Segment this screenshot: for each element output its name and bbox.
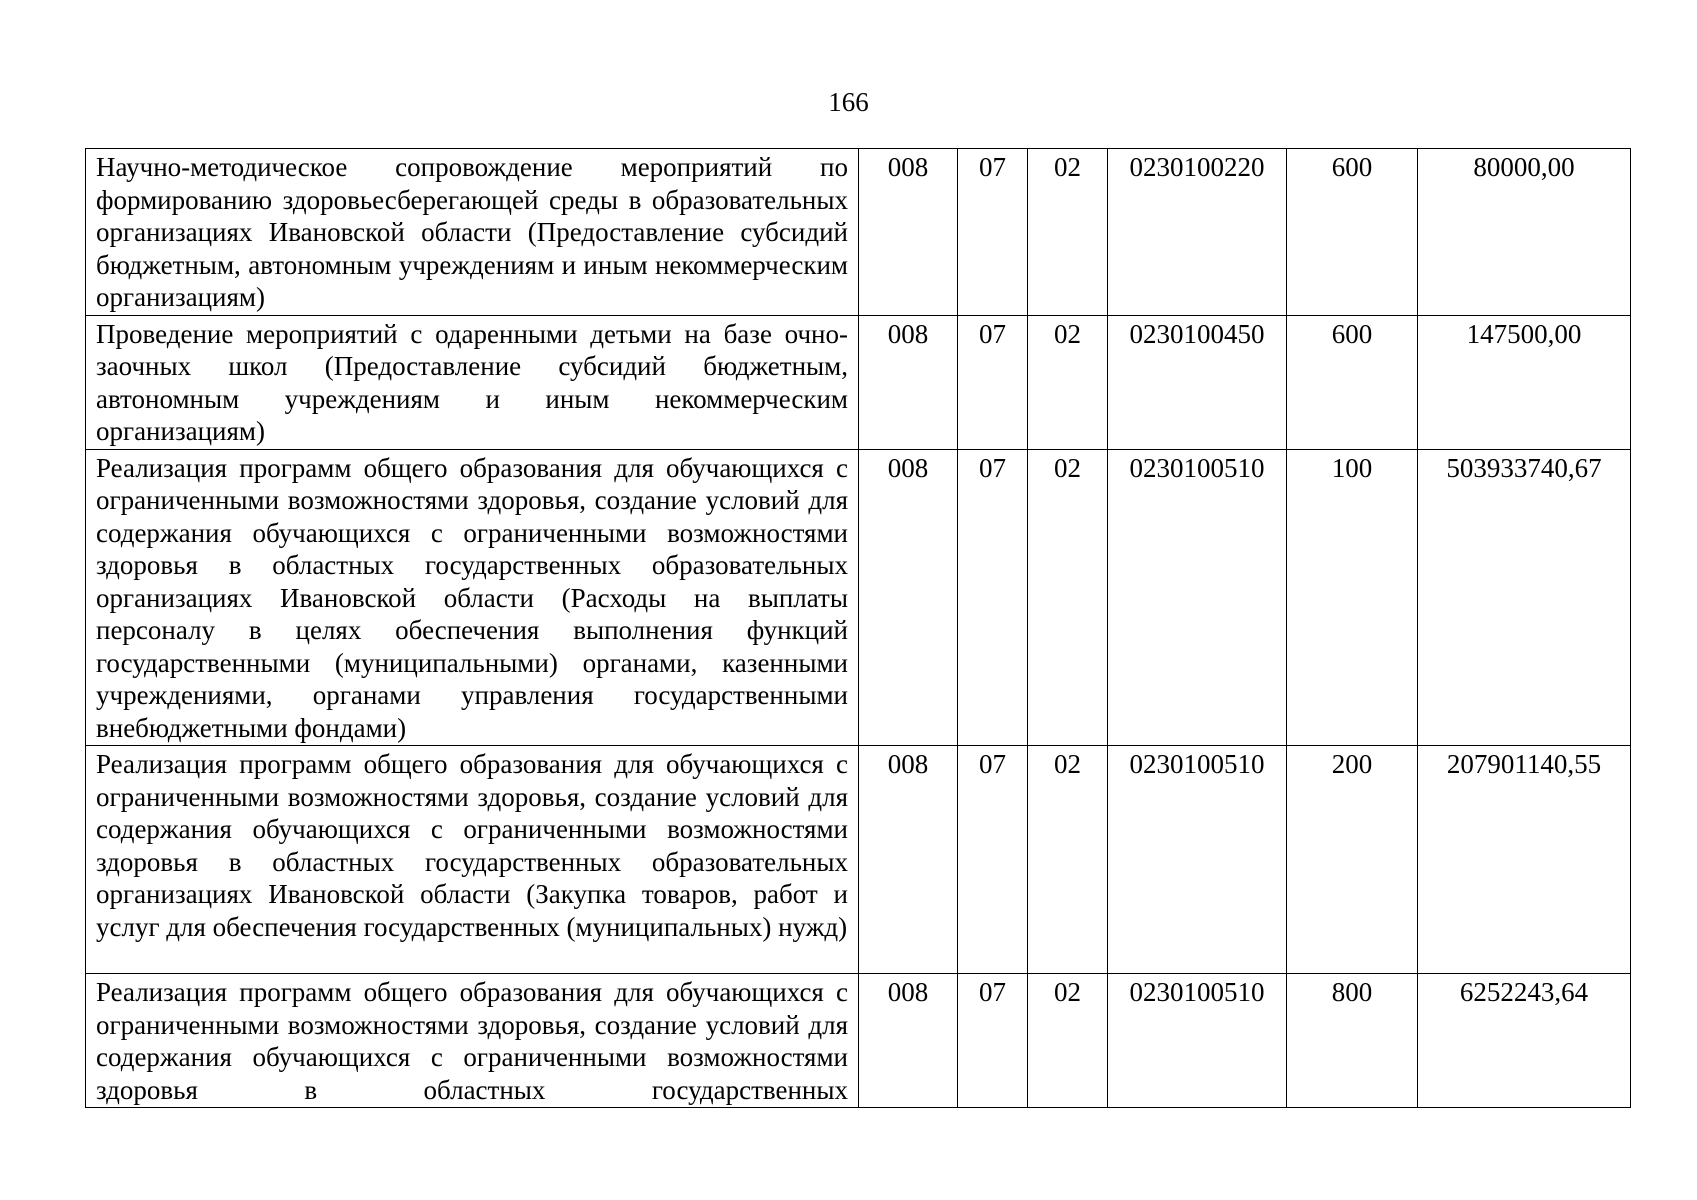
row-expense-type-code: 600 (1287, 315, 1418, 449)
row-ved-code: 008 (859, 449, 958, 746)
budget-table (85, 148, 1631, 1108)
row-expense-type-code: 600 (1287, 149, 1418, 316)
row-description: Проведение мероприятий с одаренными детьми на базе очно-заочных школ (Предоставление субсидий бюджетным, автономным учреждениям и иным некоммерческим организациям) (86, 315, 859, 449)
row-sum: 503933740,67 (1418, 449, 1631, 746)
row-sum: 147500,00 (1418, 315, 1631, 449)
row-section-code: 07 (958, 315, 1028, 449)
row-description: Научно-методическое сопровождение мероприятий по формированию здоровьесберегающей среды в образовательных организациях Ивановской области (Предоставление субсидий бюджетным, автономным учреждениям и иным некоммерческим организациям) (86, 149, 859, 316)
row-target-article-code: 0230100510 (1108, 449, 1287, 746)
table-row (86, 149, 1631, 316)
row-subsection-code: 02 (1028, 746, 1108, 974)
row-target-article-code: 0230100220 (1108, 149, 1287, 316)
row-description: Реализация программ общего образования для обучающихся с ограниченными возможностями здоровья, создание условий для содержания обучающихся с ограниченными возможностями здоровья в областных государственных образовательных организациях Ивановской области (Закупка товаров, работ и услуг для обеспечения государственных (муниципальных) нужд) (86, 746, 859, 974)
row-ved-code: 008 (859, 315, 958, 449)
table-row (86, 974, 1631, 1108)
row-ved-code: 008 (859, 974, 958, 1108)
row-ved-code: 008 (859, 746, 958, 974)
row-section-code: 07 (958, 449, 1028, 746)
page-number: 166 (828, 87, 869, 117)
row-subsection-code: 02 (1028, 149, 1108, 316)
row-subsection-code: 02 (1028, 974, 1108, 1108)
row-sum: 207901140,55 (1418, 746, 1631, 974)
row-description: Реализация программ общего образования для обучающихся с ограниченными возможностями здоровья, создание условий для содержания обучающихся с ограниченными возможностями здоровья в областных государственных образовательных организациях Ивановской области (Расходы на выплаты персоналу в целях обеспечения выполнения функций государственными (муниципальными) органами, казенными учреждениями, органами управления государственными внебюджетными фондами) (86, 449, 859, 746)
table-row (86, 746, 1631, 974)
row-sum: 6252243,64 (1418, 974, 1631, 1108)
row-ved-code: 008 (859, 149, 958, 316)
row-target-article-code: 0230100510 (1108, 974, 1287, 1108)
table-row (86, 315, 1631, 449)
row-section-code: 07 (958, 746, 1028, 974)
row-description: Реализация программ общего образования для обучающихся с ограниченными возможностями здоровья, создание условий для содержания обучающихся с ограниченными возможностями здоровья в областных государственных (86, 974, 859, 1108)
row-target-article-code: 0230100450 (1108, 315, 1287, 449)
row-expense-type-code: 800 (1287, 974, 1418, 1108)
row-expense-type-code: 200 (1287, 746, 1418, 974)
row-subsection-code: 02 (1028, 315, 1108, 449)
row-expense-type-code: 100 (1287, 449, 1418, 746)
row-target-article-code: 0230100510 (1108, 746, 1287, 974)
row-subsection-code: 02 (1028, 449, 1108, 746)
row-section-code: 07 (958, 974, 1028, 1108)
table-row (86, 449, 1631, 746)
row-section-code: 07 (958, 149, 1028, 316)
row-sum: 80000,00 (1418, 149, 1631, 316)
